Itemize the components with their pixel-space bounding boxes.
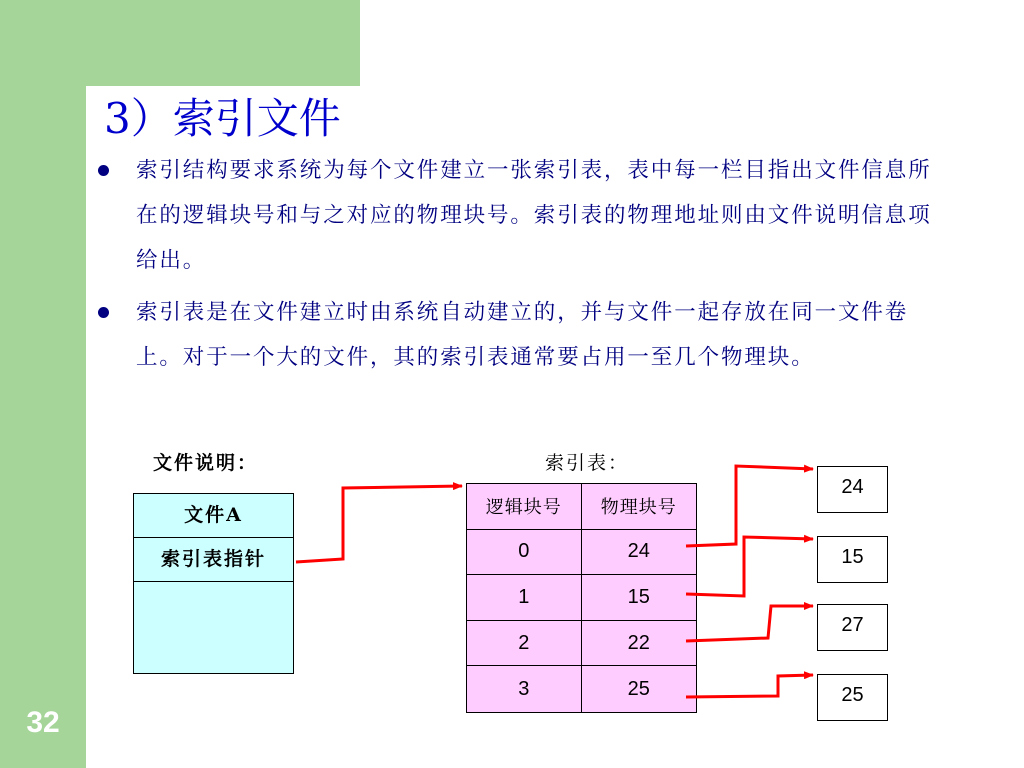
logical-cell: 3 — [467, 666, 582, 712]
index-table-label: 索引表： — [545, 452, 630, 474]
bullet-text: 索引结构要求系统为每个文件建立一张索引表，表中每一栏目指出文件信息所在的逻辑块号和与之对应的物理块号。索引表的物理地址则由文件说明信息项给出。 — [136, 158, 932, 273]
slide-title: 3）索引文件 — [104, 94, 341, 143]
index-pointer-cell: 索引表指针 — [134, 538, 293, 582]
physical-cell: 25 — [627, 677, 650, 700]
physical-block: 15 — [817, 536, 888, 583]
pointer-arrow — [296, 486, 462, 562]
pointer-arrow — [686, 466, 813, 546]
header-physical: 物理块号 — [582, 484, 697, 530]
physical-cell: 22 — [582, 621, 697, 667]
header-logical: 逻辑块号 — [467, 484, 582, 530]
pointer-arrow — [686, 675, 813, 697]
bullet-text: 索引表是在文件建立时由系统自动建立的，并与文件一起存放在同一文件卷上。对于一个大的文件，其的索引表通常要占用一至几个物理块。 — [136, 300, 909, 370]
logical-cell: 0 — [467, 530, 582, 576]
physical-block: 24 — [817, 466, 888, 513]
pointer-arrow — [686, 606, 813, 641]
physical-cell: 15 — [582, 575, 697, 621]
logical-cell: 2 — [467, 621, 582, 667]
physical-block: 25 — [817, 674, 888, 721]
file-desc-label: 文件说明： — [153, 452, 259, 474]
logical-cell: 1 — [467, 575, 582, 621]
physical-block: 27 — [817, 604, 888, 651]
page-number: 32 — [26, 706, 60, 739]
physical-cell: 24 — [582, 530, 697, 576]
file-name-cell: 文件A — [134, 494, 293, 538]
